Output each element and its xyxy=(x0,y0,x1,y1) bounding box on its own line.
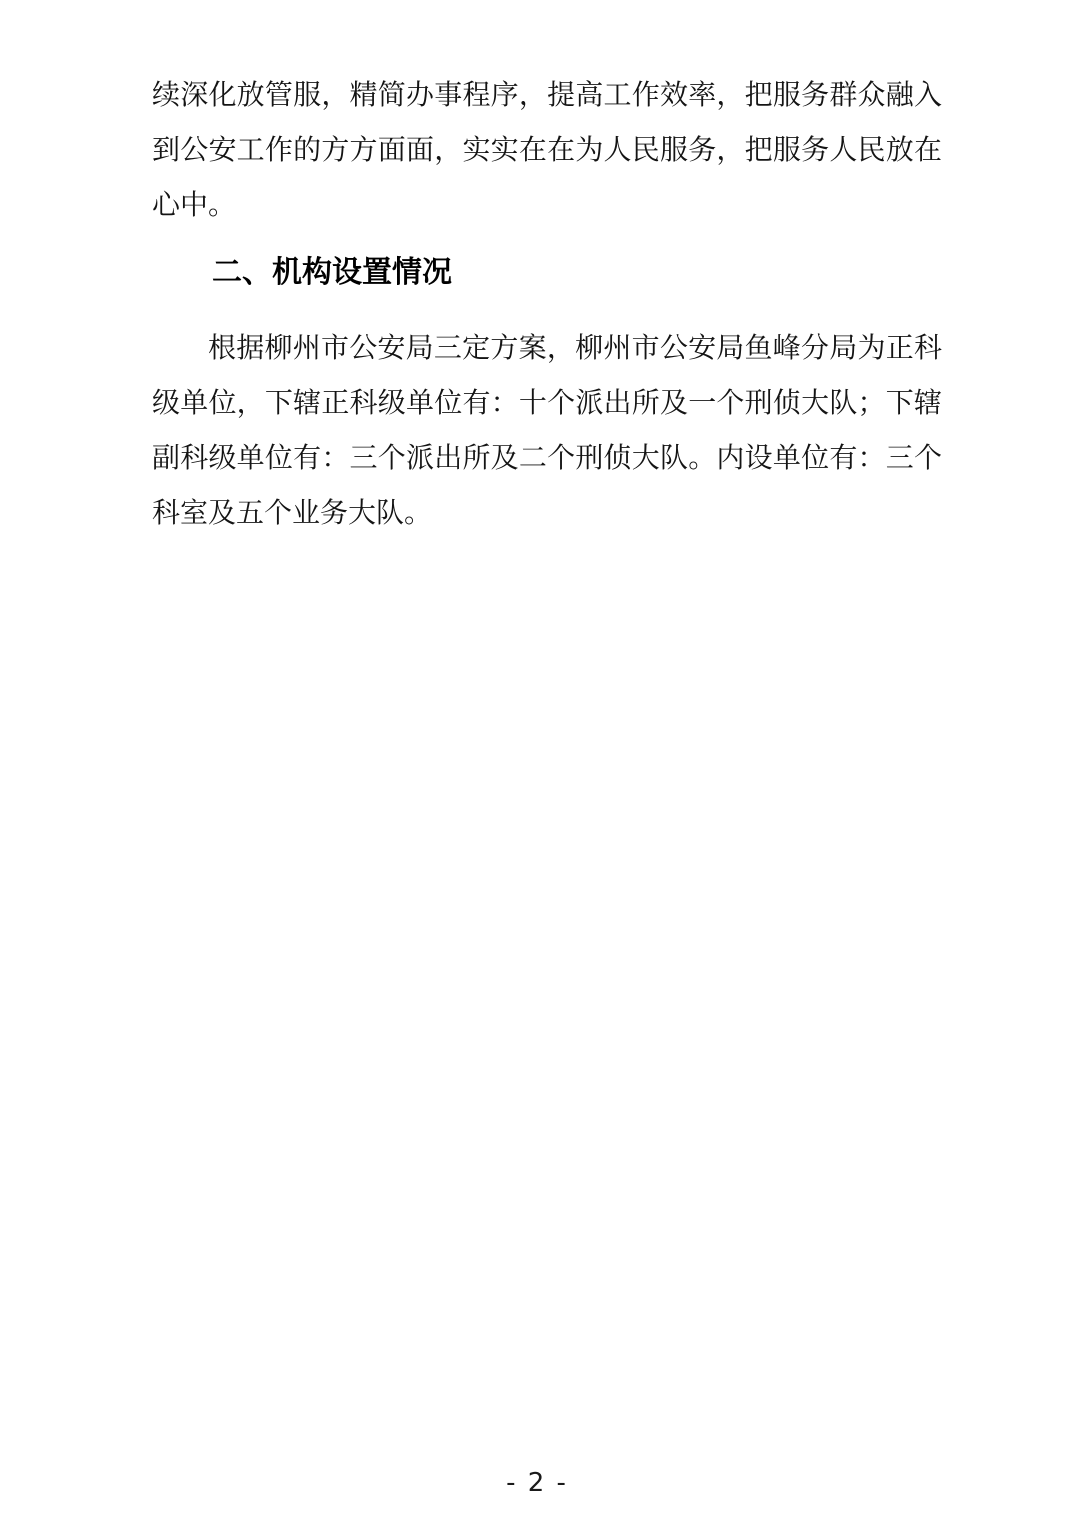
section-heading: 二、机构设置情况 xyxy=(212,255,452,290)
page-number: - 2 - xyxy=(506,1468,568,1498)
document-body xyxy=(152,67,942,540)
paragraph-body: 根据柳州市公安局三定方案，柳州市公安局鱼峰分局为正科级单位，下辖正科级单位有：十个派出所及一个刑侦大队；下辖副科级单位有：三个派出所及二个刑侦大队。内设单位有：三个科室及五个业务大队。 xyxy=(152,331,942,529)
paragraph-continuation: 续深化放管服，精简办事程序，提高工作效率，把服务群众融入到公安工作的方方面面，实实在在为人民服务，把服务人民放在心中。 xyxy=(152,78,942,221)
